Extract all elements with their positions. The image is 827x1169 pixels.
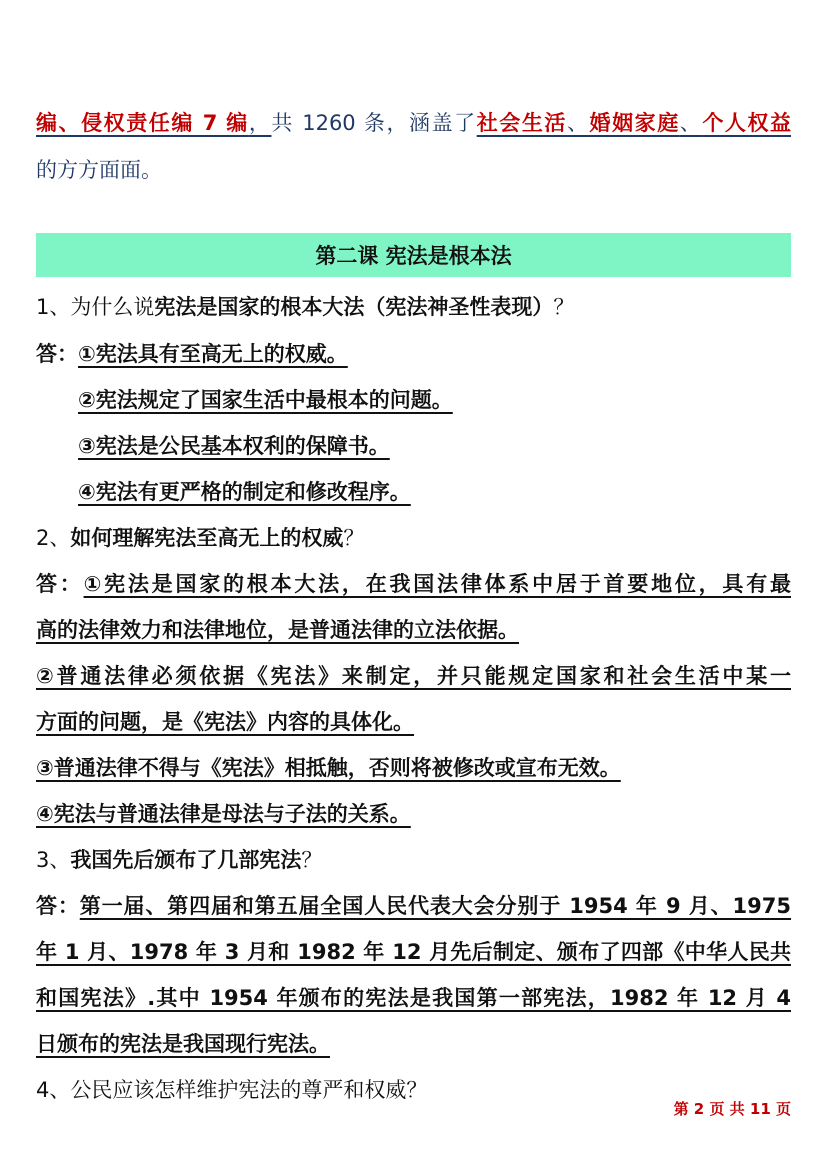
q1-answer-text: ④宪法有更严格的制定和修改程序。 [78,480,411,504]
intro-sep-2: 、 [566,111,590,135]
q2-answer-text: ①宪法是国家的根本大法，在我国法律体系中居于首要地位，具有最 [83,572,791,596]
intro-line-2: 的方方面面。 [36,158,162,182]
q2-answer-label: 答： [36,572,84,596]
intro-red-1: 编、侵权责任编 7 编 [36,111,249,135]
q3-answer-text: 第一届、第四届和第五届全国人民代表大会分别于 1954 年 9 月、1975 [79,894,792,918]
intro-red-2: 社会生活 [476,111,567,135]
q2-answer-text: 高的法律效力和法律地位，是普通法律的立法依据。 [36,618,519,642]
intro-plain: 共 1260 条，涵盖了 [271,111,477,135]
q2-answer-line-2 [36,615,519,645]
question-3 [36,845,322,875]
intro-line-1 [36,108,791,138]
q1-answer-text: ②宪法规定了国家生活中最根本的问题。 [78,388,453,412]
intro-sep-3: 、 [679,111,703,135]
q2-prefix: 2、 [36,526,71,550]
q1-suffix: ？ [553,295,575,319]
q1-answer-text: ③宪法是公民基本权利的保障书。 [78,434,390,458]
intro-sep-1: ， [248,111,272,135]
q3-answer-text: 和国宪法》.其中 1954 年颁布的宪法是我国第一部宪法，1982 年 12 月 4 [36,986,791,1010]
q1-title: 宪法是国家的根本大法（宪法神圣性表现） [154,295,554,319]
q3-answer-text: 日颁布的宪法是我国现行宪法。 [36,1032,330,1056]
q2-answer-line-4 [36,707,414,737]
q2-answer-line-3 [36,661,791,691]
q3-answer-line-2 [36,937,791,967]
q1-answer-1 [36,339,348,369]
q3-suffix: ？ [301,848,323,872]
q2-answer-line-5 [36,753,621,783]
intro-red-4: 个人权益 [702,111,792,135]
q2-title: 如何理解宪法至高无上的权威 [70,526,344,550]
q3-title: 我国先后颁布了几部宪法 [70,848,302,872]
q3-answer-line-3 [36,983,791,1013]
q1-answer-2 [78,385,453,415]
q2-answer-text: 方面的问题，是《宪法》内容的具体化。 [36,710,414,734]
q3-answer-label: 答： [36,894,80,918]
intro-red-3: 婚姻家庭 [589,111,680,135]
q1-answer-4 [78,477,411,507]
q2-answer-text: ②普通法律必须依据《宪法》来制定，并只能规定国家和社会生活中某一 [36,664,791,688]
q2-suffix: ？ [343,526,365,550]
q2-answer-text: ④宪法与普通法律是母法与子法的关系。 [36,802,411,826]
q2-answer-text: ③普通法律不得与《宪法》相抵触，否则将被修改或宣布无效。 [36,756,621,780]
page-number-footer: 第 2 页 共 11 页 [673,1100,791,1118]
q3-answer-line-4 [36,1029,330,1059]
question-4: 4、公民应该怎样维护宪法的尊严和权威？ [36,1078,428,1102]
q3-prefix: 3、 [36,848,71,872]
q1-answer-text: ①宪法具有至高无上的权威。 [78,342,348,366]
q1-answer-label: 答： [36,342,78,366]
q1-answer-3 [78,431,390,461]
q2-answer-line-1 [36,569,791,599]
q3-answer-text: 年 1 月、1978 年 3 月和 1982 年 12 月先后制定、颁布了四部《中华人民共 [36,940,791,964]
lesson-title-banner [36,233,791,277]
lesson-title: 第二课 宪法是根本法 [315,244,512,268]
q1-prefix: 1、为什么说 [36,295,155,319]
question-2 [36,523,364,553]
question-1 [36,292,574,322]
q3-answer-line-1 [36,891,791,921]
q2-answer-line-6 [36,799,411,829]
